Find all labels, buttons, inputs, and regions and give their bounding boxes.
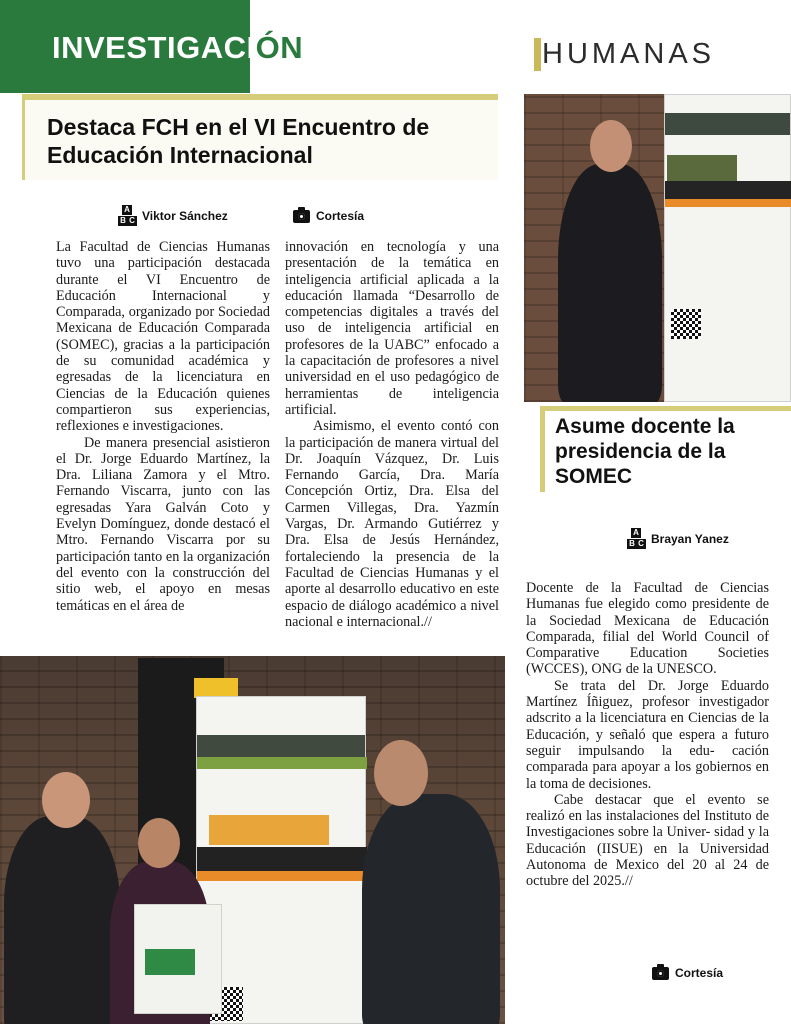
section-title-tail: ÓN (255, 30, 304, 65)
headline-box (22, 94, 498, 180)
article2-headline: Asume docente la presidencia de la SOMEC (555, 415, 735, 488)
article1-col1-paragraph: La Facultad de Ciencias Humanas tuvo una participación destacada durante el VI Encuentro de Educación Internacional y Comparada, organizado por Sociedad Mexicana de Educación Comparada (SOMEC), gracias a la participación de su comunidad académica y egresadas de la licenciatura en Ciencias de la Educación quienes compartieron sus experiencias, reflexiones e investigaciones. (56, 239, 270, 435)
article1-photo-credit (293, 209, 364, 223)
event-banner (664, 94, 791, 402)
brand-rest: UMANAS (566, 38, 716, 70)
article2-paragraph: Docente de la Facultad de Ciencias Humanas fue elegido como presidente de la Sociedad Mexicana de Educación Comparada, filial del World Council of Comparative Education Societies (WCCES), ONG de la UNESCO. (526, 580, 769, 678)
article2-column (526, 580, 769, 890)
exit-sign (194, 678, 238, 698)
brand-logo (538, 38, 715, 71)
article1-col2-paragraph: innovación en tecnología y una presentación de la temática en inteligencia artificial aplicada a la educación llamada “Desarrollo de competencias digitales a través del uso de inteligencia artificial en profesores de la UABC” enfocado a la capacitación de profesores a nivel universidad en el uso pedagógico de herramientas de inteligencia artificial. (285, 239, 499, 418)
camera-icon (652, 967, 669, 980)
qr-code (671, 309, 701, 339)
abc-icon: A B C (627, 528, 645, 550)
section-title (52, 30, 303, 66)
headline2-box (540, 406, 791, 492)
portrait-photo (524, 94, 791, 402)
article1-col1-paragraph: De manera presencial asistieron el Dr. Jorge Eduardo Martínez, la Dra. Liliana Zamora y el Mtro. Fernando Viscarra, junto con las egresadas Yara Galván Coto y Evelyn Domínguez, donde destacó el Mtro. Fernando Viscarra por su participación tanto en la organización del evento con la construcción del sitio web, el apoyo en mesas temáticas en el área de (56, 434, 270, 614)
camera-icon (293, 210, 310, 223)
article1-photo-credit-text: Cortesía (316, 209, 365, 223)
article1-headline: Destaca FCH en el VI Encuentro de Educación Internacional (47, 114, 430, 168)
article1-column-2 (285, 239, 499, 630)
article2-photo-credit (652, 966, 723, 980)
article1-author: Viktor Sánchez (142, 209, 228, 223)
article1-column-1 (56, 239, 270, 614)
group-photo (0, 656, 505, 1024)
brand-initial: H (534, 38, 567, 71)
abc-icon: A B C (118, 205, 136, 227)
article2-author: Brayan Yanez (651, 532, 729, 546)
article2-photo-credit-text: Cortesía (675, 966, 724, 980)
person-middle-head (138, 818, 180, 868)
tote-bag (134, 904, 222, 1014)
person-left (4, 816, 120, 1024)
person-portrait (558, 164, 662, 402)
article1-author-credit (118, 205, 228, 227)
article2-paragraph: Cabe destacar que el evento se realizó en las instalaciones del Instituto de Investigaciones sobre la Univer- sidad y la Educación (IISUE) en la Universidad Autonoma de Mexico del 20 al 24 de octubre del 2025.// (526, 791, 769, 890)
article2-paragraph: Se trata del Dr. Jorge Eduardo Martínez Íñiguez, profesor investigador adscrito a la licenciatura en Ciencias de la Educación, y señaló que espera a futuro seguir impulsando la edu- cación comparada para apoyar a los gobiernos en la toma de decisiones. (526, 677, 769, 792)
article1-col2-paragraph: Asimismo, el evento contó con la participación de manera virtual del Dr. Joaquín Vázquez, Dr. Luis Fernando García, Dra. María Concepción Ortiz, Dra. Elsa del Carmen Villegas, Dra. Yazmín Vargas, Dr. Armando Gutiérrez y Dra. Elsa de Jesús Hernández, fortaleciendo la presencia de la Facultad de Ciencias Humanas y el aporte al desarrollo educativo en este espacio de diálogo académico a nivel nacional e internacional.// (285, 418, 499, 630)
article2-author-credit (627, 528, 729, 550)
person-portrait-head (590, 120, 632, 172)
person-right (362, 794, 500, 1024)
person-right-head (374, 740, 428, 806)
section-title-main: INVESTIGACI (52, 30, 256, 65)
person-left-head (42, 772, 90, 828)
